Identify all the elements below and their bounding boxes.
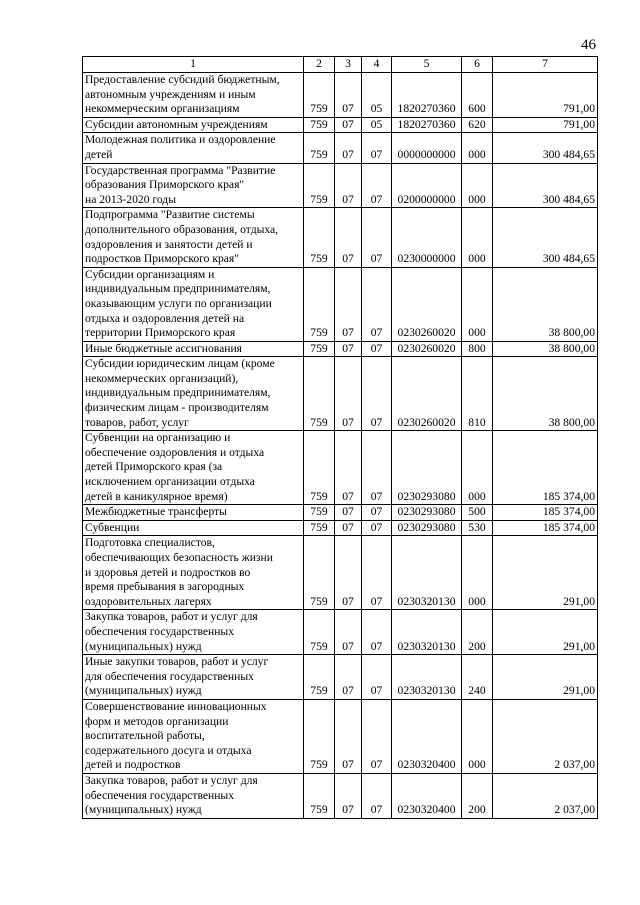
cell-subsection: 07 — [362, 505, 392, 521]
cell-section: 07 — [335, 505, 362, 521]
table-row — [83, 267, 598, 341]
table-row — [83, 117, 598, 133]
header-col-6: 6 — [462, 57, 493, 73]
cell-target-article: 0200000000 — [392, 163, 462, 208]
cell-amount: 185 374,00 — [493, 520, 598, 536]
cell-expense-type: 800 — [462, 341, 493, 357]
cell-subsection: 07 — [362, 773, 392, 818]
row-label: Субсидии юридическим лицам (кроме некоммерческих организаций), индивидуальным предпринимателям, физическим лицам - производителям товаров, работ, услуг — [85, 357, 275, 429]
cell-name — [83, 505, 304, 521]
cell-subsection: 07 — [362, 431, 392, 505]
cell-subsection: 07 — [362, 655, 392, 700]
cell-target-article: 0230293080 — [392, 505, 462, 521]
cell-expense-type: 240 — [462, 655, 493, 700]
row-label: Субвенции на организацию и обеспечение оздоровления и отдыха детей Приморского края (за исключением организации отдыха детей в каникулярное время) — [85, 431, 265, 503]
cell-amount: 38 800,00 — [493, 341, 598, 357]
cell-expense-type: 200 — [462, 610, 493, 655]
row-label: Подпрограмма "Развитие системы дополнительного образования, отдыха, оздоровления и занятости детей и подростков Приморского края" — [85, 208, 279, 266]
cell-section: 07 — [335, 536, 362, 610]
cell-amount: 791,00 — [493, 73, 598, 118]
cell-target-article: 0230260020 — [392, 341, 462, 357]
cell-ministry-code: 759 — [304, 133, 335, 163]
cell-expense-type: 000 — [462, 536, 493, 610]
cell-ministry-code: 759 — [304, 655, 335, 700]
table-row — [83, 133, 598, 163]
cell-section: 07 — [335, 610, 362, 655]
cell-target-article: 0230260020 — [392, 357, 462, 431]
row-label: Межбюджетные трансферты — [85, 505, 227, 519]
row-label: Государственная программа "Развитие образования Приморского края" на 2013-2020 годы — [85, 163, 276, 206]
cell-section: 07 — [335, 117, 362, 133]
cell-expense-type: 530 — [462, 520, 493, 536]
cell-amount: 291,00 — [493, 536, 598, 610]
cell-name — [83, 536, 304, 610]
cell-name — [83, 357, 304, 431]
cell-ministry-code: 759 — [304, 267, 335, 341]
cell-ministry-code: 759 — [304, 699, 335, 773]
cell-ministry-code: 759 — [304, 505, 335, 521]
cell-target-article: 0230260020 — [392, 267, 462, 341]
table-row — [83, 536, 598, 610]
cell-subsection: 07 — [362, 133, 392, 163]
cell-subsection: 07 — [362, 699, 392, 773]
cell-section: 07 — [335, 208, 362, 267]
row-label: Субсидии автономным учреждениям — [85, 117, 268, 131]
cell-subsection: 05 — [362, 73, 392, 118]
cell-target-article: 0230293080 — [392, 520, 462, 536]
cell-expense-type: 500 — [462, 505, 493, 521]
cell-expense-type: 000 — [462, 431, 493, 505]
cell-expense-type: 000 — [462, 133, 493, 163]
cell-section: 07 — [335, 73, 362, 118]
cell-ministry-code: 759 — [304, 536, 335, 610]
cell-name — [83, 133, 304, 163]
row-label: Подготовка специалистов, обеспечивающих безопасность жизни и здоровья детей и подростков во время пребывания в загородных оздоровительных лагерях — [85, 536, 273, 608]
row-label: Молодежная политика и оздоровление детей — [85, 133, 276, 161]
cell-ministry-code: 759 — [304, 341, 335, 357]
cell-target-article: 0230293080 — [392, 431, 462, 505]
cell-amount: 38 800,00 — [493, 357, 598, 431]
row-label: Субвенции — [85, 520, 140, 534]
cell-subsection: 05 — [362, 117, 392, 133]
table-row — [83, 505, 598, 521]
table-row — [83, 163, 598, 208]
row-label: Закупка товаров, работ и услуг для обеспечения государственных (муниципальных) нужд — [85, 773, 258, 817]
table-row — [83, 520, 598, 536]
row-label: Иные бюджетные ассигнования — [85, 341, 242, 355]
cell-expense-type: 000 — [462, 163, 493, 208]
cell-ministry-code: 759 — [304, 610, 335, 655]
cell-name — [83, 341, 304, 357]
cell-target-article: 1820270360 — [392, 117, 462, 133]
table-row — [83, 773, 598, 818]
table-row — [83, 341, 598, 357]
row-label: Совершенствование инновационных форм и методов организации воспитательной работы, содержательного досуга и отдыха детей и подростков — [85, 699, 267, 772]
cell-amount: 300 484,65 — [493, 133, 598, 163]
cell-name — [83, 267, 304, 341]
cell-amount: 185 374,00 — [493, 505, 598, 521]
cell-amount: 300 484,65 — [493, 208, 598, 267]
cell-expense-type: 810 — [462, 357, 493, 431]
cell-amount: 38 800,00 — [493, 267, 598, 341]
cell-expense-type: 000 — [462, 208, 493, 267]
header-col-4: 4 — [362, 57, 392, 73]
cell-name — [83, 699, 304, 773]
table-row — [83, 431, 598, 505]
cell-subsection: 07 — [362, 610, 392, 655]
cell-ministry-code: 759 — [304, 117, 335, 133]
cell-section: 07 — [335, 357, 362, 431]
cell-section: 07 — [335, 431, 362, 505]
cell-ministry-code: 759 — [304, 773, 335, 818]
cell-name — [83, 208, 304, 267]
cell-expense-type: 000 — [462, 267, 493, 341]
cell-subsection: 07 — [362, 341, 392, 357]
cell-amount: 2 037,00 — [493, 773, 598, 818]
cell-target-article: 0230320130 — [392, 655, 462, 700]
table-body — [83, 73, 598, 819]
cell-ministry-code: 759 — [304, 208, 335, 267]
cell-subsection: 07 — [362, 163, 392, 208]
header-col-5: 5 — [392, 57, 462, 73]
cell-target-article: 0230320130 — [392, 610, 462, 655]
cell-section: 07 — [335, 163, 362, 208]
cell-target-article: 0230000000 — [392, 208, 462, 267]
cell-amount: 300 484,65 — [493, 163, 598, 208]
table-row — [83, 610, 598, 655]
cell-amount: 291,00 — [493, 655, 598, 700]
cell-amount: 2 037,00 — [493, 699, 598, 773]
header-col-2: 2 — [304, 57, 335, 73]
cell-expense-type: 000 — [462, 699, 493, 773]
cell-ministry-code: 759 — [304, 163, 335, 208]
row-label: Предоставление субсидий бюджетным, автономным учреждениям и иным некоммерческим организациям — [85, 73, 280, 116]
cell-ministry-code: 759 — [304, 431, 335, 505]
cell-name — [83, 117, 304, 133]
cell-target-article: 0230320130 — [392, 536, 462, 610]
cell-name — [83, 610, 304, 655]
cell-subsection: 07 — [362, 520, 392, 536]
cell-ministry-code: 759 — [304, 520, 335, 536]
table-row — [83, 357, 598, 431]
cell-section: 07 — [335, 773, 362, 818]
cell-amount: 791,00 — [493, 117, 598, 133]
table-row — [83, 655, 598, 700]
header-row — [83, 57, 598, 73]
page-number: 46 — [581, 37, 596, 53]
header-col-7: 7 — [493, 57, 598, 73]
table-row — [83, 73, 598, 118]
cell-target-article: 0000000000 — [392, 133, 462, 163]
cell-subsection: 07 — [362, 267, 392, 341]
cell-name — [83, 773, 304, 818]
cell-section: 07 — [335, 655, 362, 700]
cell-section: 07 — [335, 133, 362, 163]
budget-table — [82, 56, 598, 819]
cell-subsection: 07 — [362, 536, 392, 610]
cell-name — [83, 431, 304, 505]
row-label: Субсидии организациям и индивидуальным предпринимателям, оказывающим услуги по организации отдыха и оздоровления детей на территории Приморского края — [85, 267, 272, 340]
row-label: Закупка товаров, работ и услуг для обеспечения государственных (муниципальных) нужд — [85, 610, 258, 653]
cell-name — [83, 520, 304, 536]
cell-subsection: 07 — [362, 357, 392, 431]
row-label: Иные закупки товаров, работ и услуг для обеспечения государственных (муниципальных) нужд — [85, 655, 269, 698]
cell-name — [83, 655, 304, 700]
cell-name — [83, 163, 304, 208]
cell-target-article: 1820270360 — [392, 73, 462, 118]
header-col-3: 3 — [335, 57, 362, 73]
cell-target-article: 0230320400 — [392, 699, 462, 773]
cell-expense-type: 200 — [462, 773, 493, 818]
cell-expense-type: 600 — [462, 73, 493, 118]
cell-ministry-code: 759 — [304, 73, 335, 118]
cell-expense-type: 620 — [462, 117, 493, 133]
cell-amount: 185 374,00 — [493, 431, 598, 505]
cell-subsection: 07 — [362, 208, 392, 267]
cell-name — [83, 73, 304, 118]
table-row — [83, 208, 598, 267]
cell-section: 07 — [335, 699, 362, 773]
header-col-1: 1 — [83, 57, 304, 73]
cell-section: 07 — [335, 341, 362, 357]
cell-ministry-code: 759 — [304, 357, 335, 431]
table-row — [83, 699, 598, 773]
cell-amount: 291,00 — [493, 610, 598, 655]
cell-target-article: 0230320400 — [392, 773, 462, 818]
cell-section: 07 — [335, 267, 362, 341]
cell-section: 07 — [335, 520, 362, 536]
